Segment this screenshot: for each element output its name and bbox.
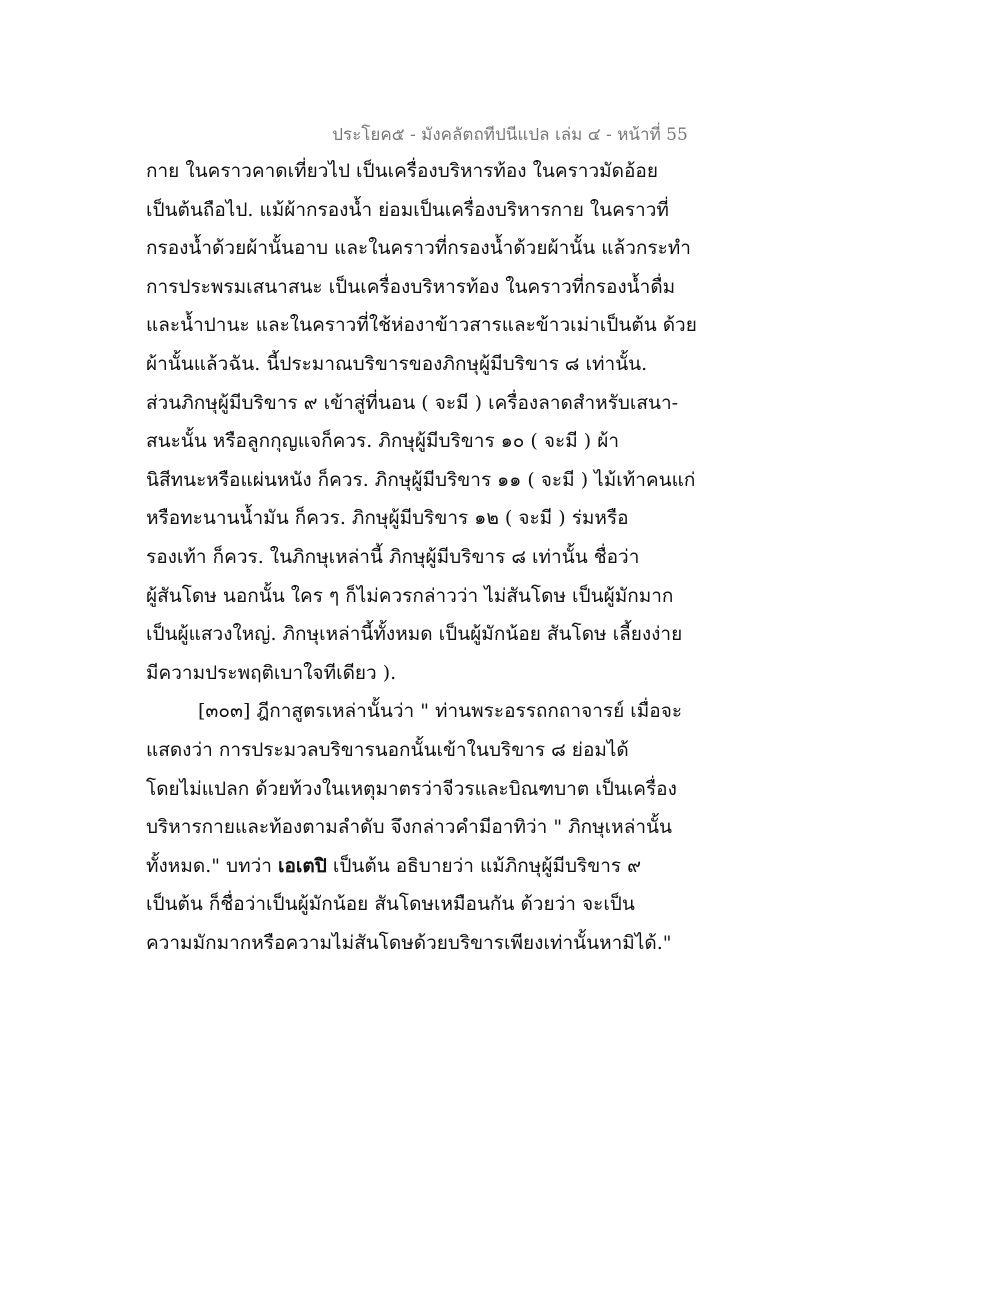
text-line: กรองน้ำด้วยผ้านั้นอาบ และในคราวที่กรองน้ำด้วยผ้านั้น แล้วกระทำ	[146, 237, 691, 260]
text-line: มีความประพฤติเบาใจทีเดียว ).	[146, 661, 397, 684]
text-line: ส่วนภิกษุผู้มีบริขาร ๙ เข้าสู่ที่นอน ( จะมี ) เครื่องลาดสำหรับเสนา-	[146, 391, 679, 414]
text-line: และน้ำปานะ และในคราวที่ใช้ห่องาข้าวสารและข้าวเม่าเป็นต้น ด้วย	[146, 314, 697, 337]
running-header: ประโยค๕ - มังคลัตถทีปนีแปล เล่ม ๔ - หน้าที่ 55	[332, 125, 688, 145]
text-line: แสดงว่า การประมวลบริขารนอกนั้นเข้าในบริขาร ๘ ย่อมได้	[146, 738, 629, 761]
paragraph-start-line: [๓๐๓] ฎีกาสูตรเหล่านั้นว่า " ท่านพระอรรถกถาจารย์ เมื่อจะ	[198, 700, 683, 723]
text-line: เป็นผู้แสวงใหญ่. ภิกษุเหล่านี้ทั้งหมด เป็นผู้มักน้อย สันโดษ เลี้ยงง่าย	[146, 623, 683, 646]
text-line: กาย ในคราวคาดเที่ยวไป เป็นเครื่องบริหารท้อง ในคราวมัดอ้อย	[146, 160, 658, 182]
text-line: เป็นต้นถือไป. แม้ผ้ากรองน้ำ ย่อมเป็นเครื่องบริหารกาย ในคราวที่	[146, 198, 669, 221]
text-line: นิสีทนะหรือแผ่นหนัง ก็ควร. ภิกษุผู้มีบริขาร ๑๑ ( จะมี ) ไม้เท้าคนแก่	[146, 468, 696, 491]
text-line: เป็นต้น ก็ชื่อว่าเป็นผู้มักน้อย สันโดษเหมือนกัน ด้วยว่า จะเป็น	[146, 893, 635, 916]
text-line-with-bold	[146, 847, 736, 886]
text-line: สนะนั้น หรือลูกกุญแจก็ควร. ภิกษุผู้มีบริขาร ๑๐ ( จะมี ) ผ้า	[146, 430, 620, 453]
text-line: รองเท้า ก็ควร. ในภิกษุเหล่านี้ ภิกษุผู้มีบริขาร ๘ เท่านั้น ชื่อว่า	[146, 545, 640, 568]
text-line: ผู้สันโดษ นอกนั้น ใคร ๆ ก็ไม่ควรกล่าวว่า ไม่สันโดษ เป็นผู้มักมาก	[146, 584, 674, 607]
body-text	[146, 152, 736, 962]
text-line: ความมักมากหรือความไม่สันโดษด้วยบริขารเพียงเท่านั้นหามิได้."	[146, 931, 672, 954]
text-line: หรือทะนานน้ำมัน ก็ควร. ภิกษุผู้มีบริขาร ๑๒ ( จะมี ) ร่มหรือ	[146, 507, 629, 530]
text-segment: เป็นต้น อธิบายว่า แม้ภิกษุผู้มีบริขาร ๙	[326, 854, 642, 877]
text-segment: ทั้งหมด." บทว่า	[146, 854, 278, 877]
bold-term: เอเตปิ	[277, 854, 327, 877]
text-line: การประพรมเสนาสนะ เป็นเครื่องบริหารท้อง ในคราวที่กรองน้ำดื่ม	[146, 275, 676, 298]
text-line: บริหารกายและท้องตามลำดับ จึงกล่าวคำมีอาทิว่า " ภิกษุเหล่านั้น	[146, 816, 672, 839]
text-line: ผ้านั้นแล้วฉัน. นี้ประมาณบริขารของภิกษุผู้มีบริขาร ๘ เท่านั้น.	[146, 352, 648, 375]
text-line: โดยไม่แปลก ด้วยท้วงในเหตุมาตรว่าจีวรและบิณฑบาต เป็นเครื่อง	[146, 777, 677, 800]
